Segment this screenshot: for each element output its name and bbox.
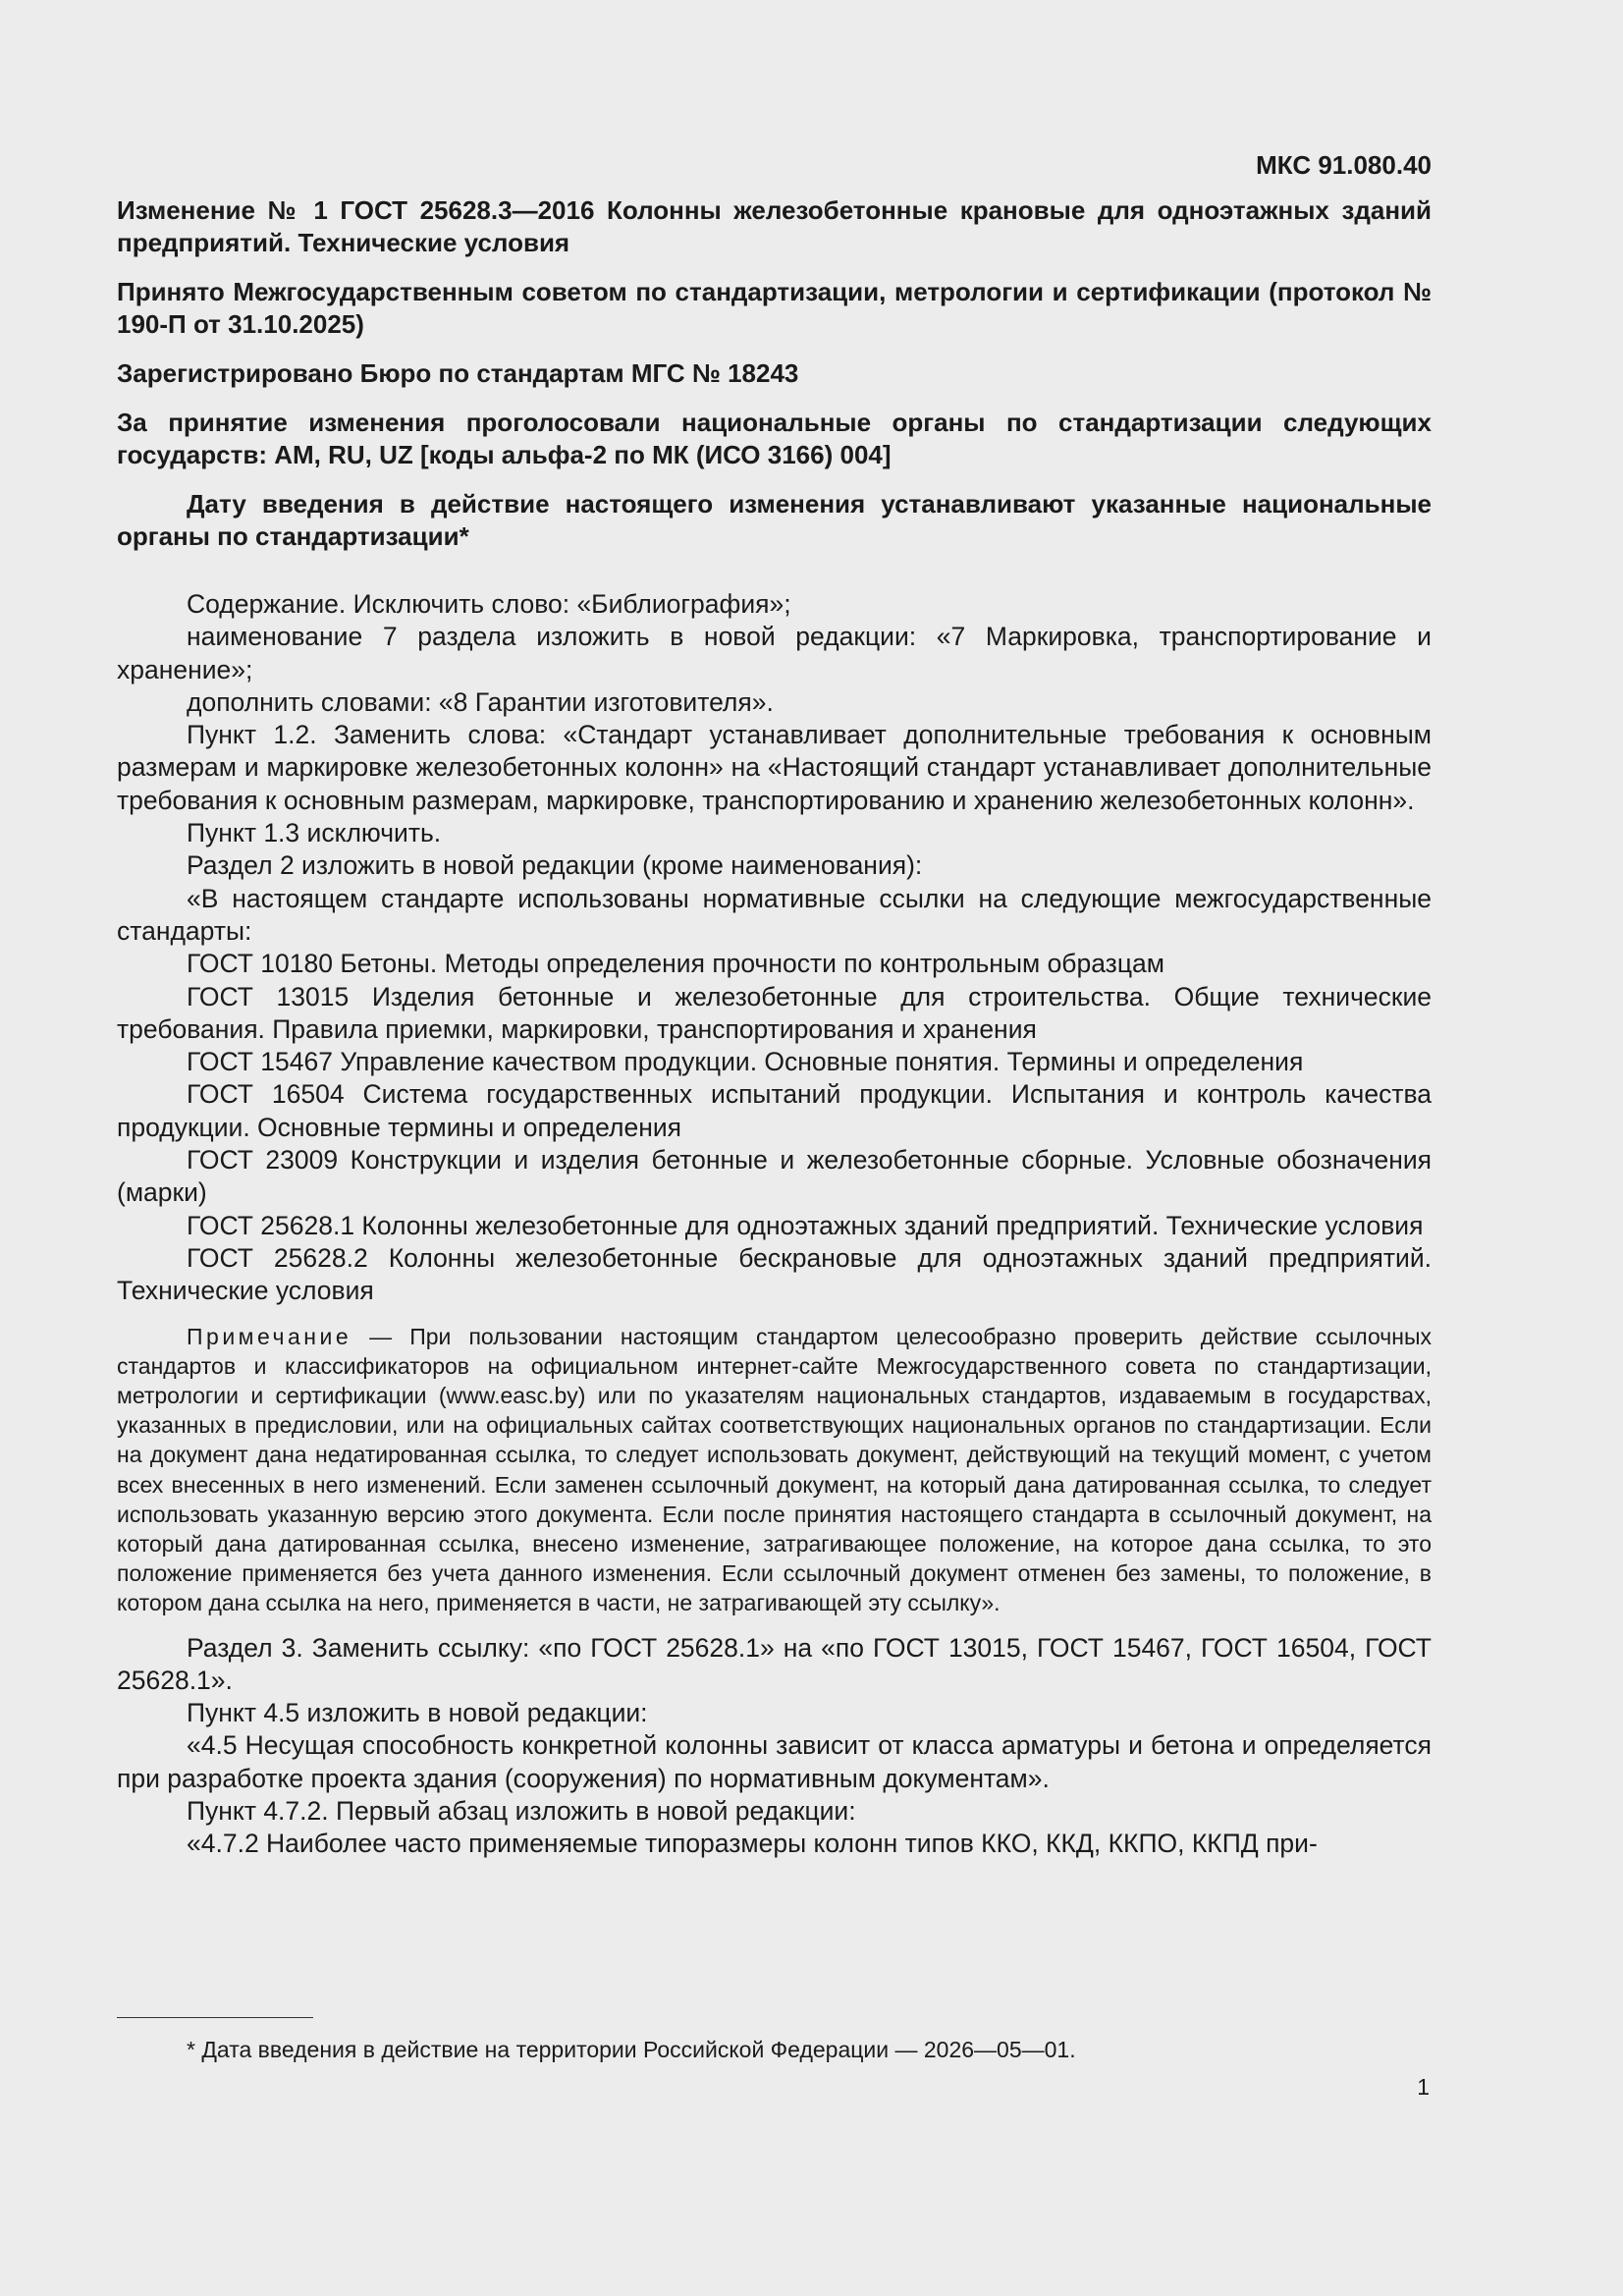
adopted-statement: Принято Межгосударственным советом по стандартизации, метрологии и сертификации (протокол № 190-П от 31.10.2025) [117, 277, 1432, 339]
voting-statement: За принятие изменения проголосовали национальные органы по стандартизации следующих государств: AM, RU, UZ [коды альфа-2 по МК (ИСО 3166) 004] [117, 408, 1432, 469]
body-paragraph: Раздел 3. Заменить ссылку: «по ГОСТ 25628.1» на «по ГОСТ 13015, ГОСТ 15467, ГОСТ 16504, ГОСТ 25628.1». [117, 1632, 1432, 1695]
amendment-body [117, 588, 1432, 1861]
body-paragraph: Пункт 1.2. Заменить слова: «Стандарт устанавливает дополнительные требования к основным размерам и маркировке железобетонных колонн» на «Настоящий стандарт устанавливает дополнительные требования к основным размерам, маркировке, транспортированию и хранению железобетонных колонн». [117, 720, 1432, 815]
note-text: — При пользовании настоящим стандартом целесообразно проверить действие ссылочных стандартов и классификаторов на официальном интернет-сайте Межгосударственного совета по стандартизации, метрологии и сертификации (www.easc.by) или по указателям национальных стандартов, издаваемым в государствах, указанных в предисловии, или на официальных сайтах соответствующих национальных органов по стандартизации. Если на документ дана недатированная ссылка, то следует использовать документ, действующий на текущий момент, с учетом всех внесенных в него изменений. Если заменен ссылочный документ, на который дана датированная ссылка, то следует использовать указанную версию этого документа. Если после принятия настоящего стандарта в ссылочный документ, на который дана датированная ссылка, внесено изменение, затрагивающее положение, на которое дана ссылка, то это положение применяется без учета данного изменения. Если ссылочный документ отменен без замены, то положение, в котором дана ссылка на него, применяется в части, не затрагивающей эту ссылку». [117, 1323, 1432, 1616]
reference-gost-25628-2: ГОСТ 25628.2 Колонны железобетонные бескрановые для одноэтажных зданий предприятий. Технические условия [117, 1242, 1432, 1306]
amendment-title: Изменение № 1 ГОСТ 25628.3—2016 Колонны железобетонные крановые для одноэтажных зданий предприятий. Технические условия [117, 195, 1432, 257]
note-label: Примечание [187, 1323, 352, 1349]
reference-gost-13015: ГОСТ 13015 Изделия бетонные и железобетонные для строительства. Общие технические требования. Правила приемки, маркировки, транспортирования и хранения [117, 981, 1432, 1044]
body-paragraph: «В настоящем стандарте использованы нормативные ссылки на следующие межгосударственные стандарты: [117, 883, 1432, 946]
page-number: 1 [1417, 2074, 1430, 2100]
body-paragraph: «4.5 Несущая способность конкретной колонны зависит от класса арматуры и бетона и определяется при разработке проекта здания (сооружения) по нормативным документам». [117, 1730, 1432, 1793]
note-block [117, 1322, 1432, 1618]
body-paragraph: дополнить словами: «8 Гарантии изготовителя». [187, 686, 774, 717]
body-paragraph: наименование 7 раздела изложить в новой редакции: «7 Маркировка, транспортирование и хранение»; [117, 622, 1432, 684]
body-paragraph: Раздел 2 изложить в новой редакции (кроме наименования): [187, 850, 923, 881]
body-paragraph: Пункт 4.7.2. Первый абзац изложить в новой редакции: [187, 1796, 856, 1827]
reference-gost-23009: ГОСТ 23009 Конструкции и изделия бетонные и железобетонные сборные. Условные обозначения (марки) [117, 1145, 1432, 1208]
reference-gost-25628-1: ГОСТ 25628.1 Колонны железобетонные для одноэтажных зданий предприятий. Технические условия [187, 1210, 1424, 1240]
body-paragraph: Пункт 4.5 изложить в новой редакции: [187, 1698, 648, 1728]
body-paragraph: «4.7.2 Наиболее часто применяемые типоразмеры колонн типов ККО, ККД, ККПО, ККПД при- [187, 1829, 1318, 1859]
body-paragraph: Пункт 1.3 исключить. [187, 818, 442, 848]
mks-code: МКС 91.080.40 [1256, 150, 1432, 180]
body-paragraph: Содержание. Исключить слово: «Библиография»; [187, 589, 791, 619]
effective-date-statement: Дату введения в действие настоящего изменения устанавливают указанные национальные органы по стандартизации* [117, 489, 1432, 551]
registration-statement: Зарегистрировано Бюро по стандартам МГС № 18243 [117, 358, 799, 388]
reference-gost-16504: ГОСТ 16504 Система государственных испытаний продукции. Испытания и контроль качества продукции. Основные термины и определения [117, 1079, 1432, 1142]
reference-gost-15467: ГОСТ 15467 Управление качеством продукции. Основные понятия. Термины и определения [187, 1047, 1304, 1077]
reference-gost-10180: ГОСТ 10180 Бетоны. Методы определения прочности по контрольным образцам [187, 949, 1164, 979]
footnote-divider [117, 2017, 313, 2018]
footnote: * Дата введения в действие на территории Российской Федерации — 2026—05—01. [187, 2037, 1076, 2062]
